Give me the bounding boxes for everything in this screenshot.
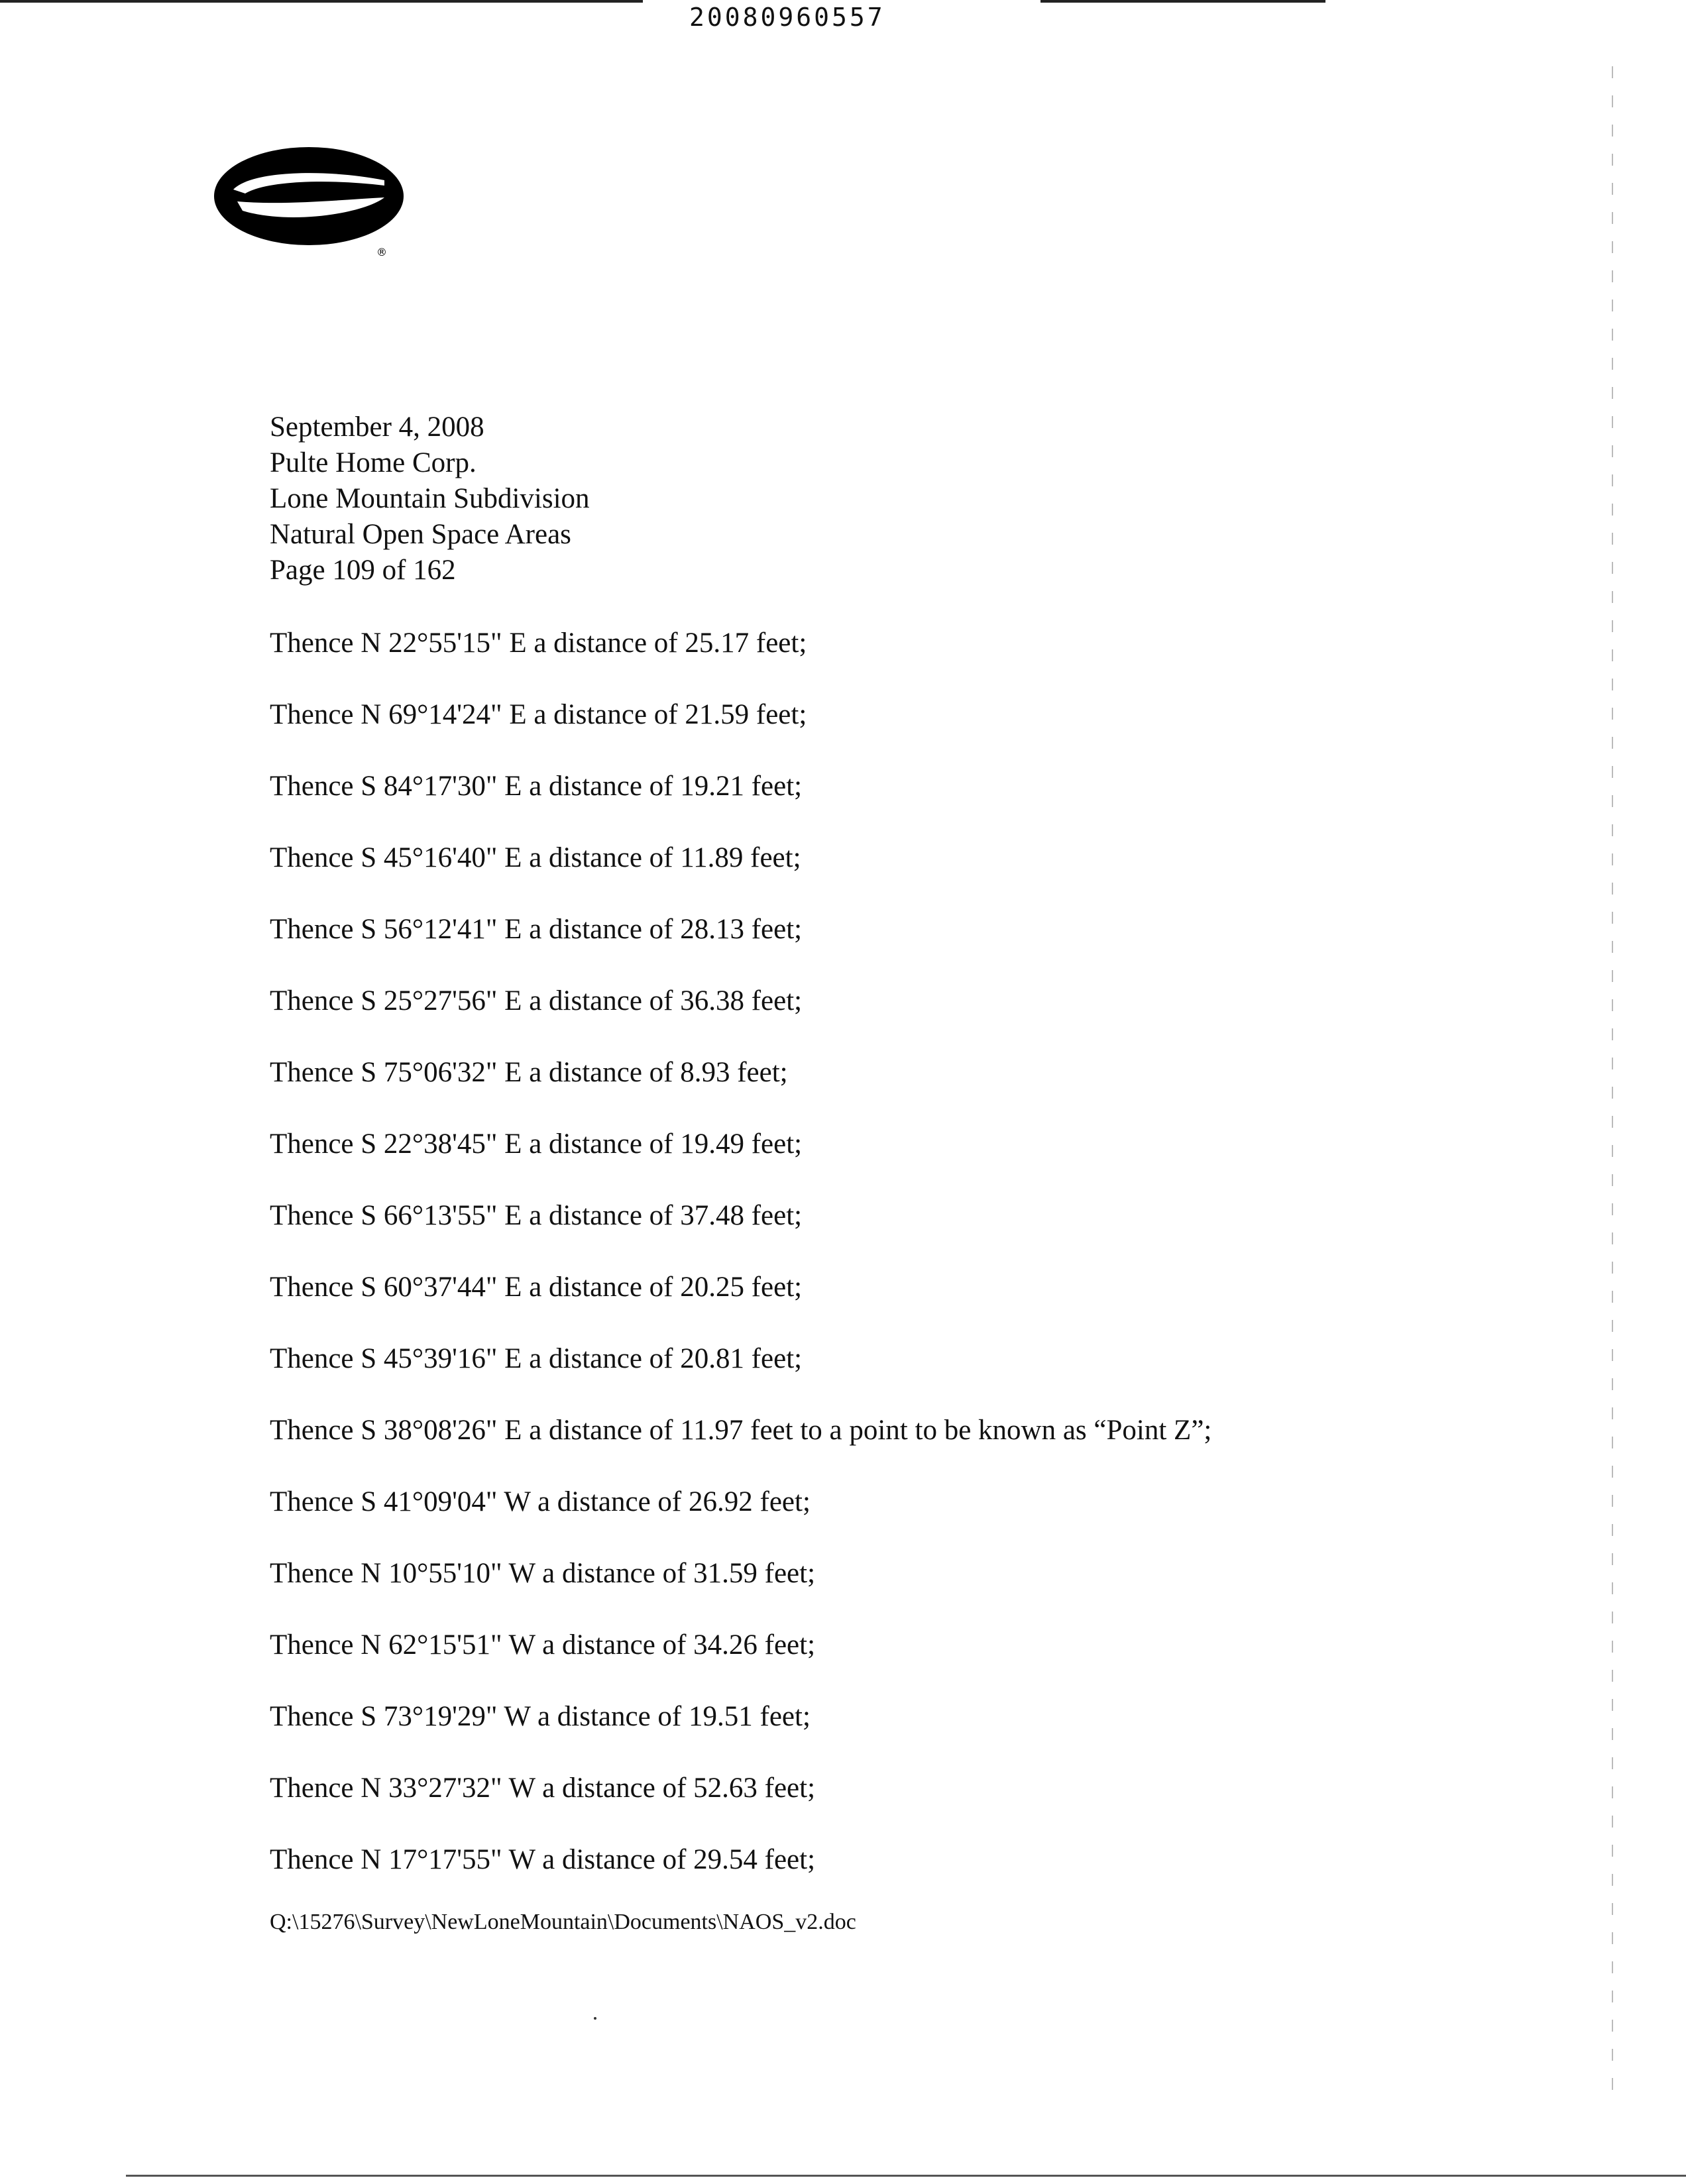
document-subject: Natural Open Space Areas <box>270 519 571 550</box>
bearing-call: Thence S 60°37'44" E a distance of 20.25 feet; <box>270 1272 803 1303</box>
bearing-call: Thence S 84°17'30" E a distance of 19.21 feet; <box>270 771 803 802</box>
page-number: Page 109 of 162 <box>270 555 456 586</box>
bearing-call: Thence S 22°38'45" E a distance of 19.49 feet; <box>270 1128 803 1160</box>
bearing-call: Thence N 33°27'32" W a distance of 52.63 feet; <box>270 1773 816 1804</box>
bearing-call: Thence N 22°55'15" E a distance of 25.17 feet; <box>270 628 807 659</box>
bearing-call: Thence S 56°12'41" E a distance of 28.13 feet; <box>270 914 803 945</box>
company-s-oval-logo-icon <box>211 142 410 261</box>
registered-mark: ® <box>376 246 387 258</box>
bearing-call: Thence S 73°19'29" W a distance of 19.51 feet; <box>270 1701 811 1732</box>
scan-edge-line <box>1040 0 1325 3</box>
bearing-call: Thence S 45°39'16" E a distance of 20.81 feet; <box>270 1343 803 1374</box>
bearing-call: Thence N 62°15'51" W a distance of 34.26 feet; <box>270 1629 816 1661</box>
scan-edge-line <box>1612 66 1613 2107</box>
scan-speck <box>594 2017 596 2020</box>
project-name: Lone Mountain Subdivision <box>270 483 590 514</box>
client-name: Pulte Home Corp. <box>270 447 477 478</box>
bearing-call: Thence S 41°09'04" W a distance of 26.92 feet; <box>270 1486 811 1517</box>
scan-edge-line <box>0 0 643 3</box>
bearing-call: Thence S 25°27'56" E a distance of 36.38 feet; <box>270 985 803 1016</box>
bearing-call-list <box>270 626 1211 1914</box>
letterhead-block <box>270 410 590 588</box>
letter-date: September 4, 2008 <box>270 411 484 443</box>
recording-document-number: 20080960557 <box>689 3 885 32</box>
bearing-call: Thence S 75°06'32" E a distance of 8.93 feet; <box>270 1057 788 1088</box>
bearing-call: Thence N 17°17'55" W a distance of 29.54 feet; <box>270 1844 816 1875</box>
bearing-call: Thence N 10°55'10" W a distance of 31.59 feet; <box>270 1558 816 1589</box>
bearing-call: Thence S 66°13'55" E a distance of 37.48 feet; <box>270 1200 803 1231</box>
bearing-call: Thence S 38°08'26" E a distance of 11.97 feet to a point to be known as “Point Z”; <box>270 1415 1212 1446</box>
scan-edge-line <box>126 2175 1686 2177</box>
bearing-call: Thence N 69°14'24" E a distance of 21.59 feet; <box>270 699 807 730</box>
footer-file-path: Q:\15276\Survey\NewLoneMountain\Documents\NAOS_v2.doc <box>270 1910 856 1934</box>
bearing-call: Thence S 45°16'40" E a distance of 11.89 feet; <box>270 842 801 873</box>
